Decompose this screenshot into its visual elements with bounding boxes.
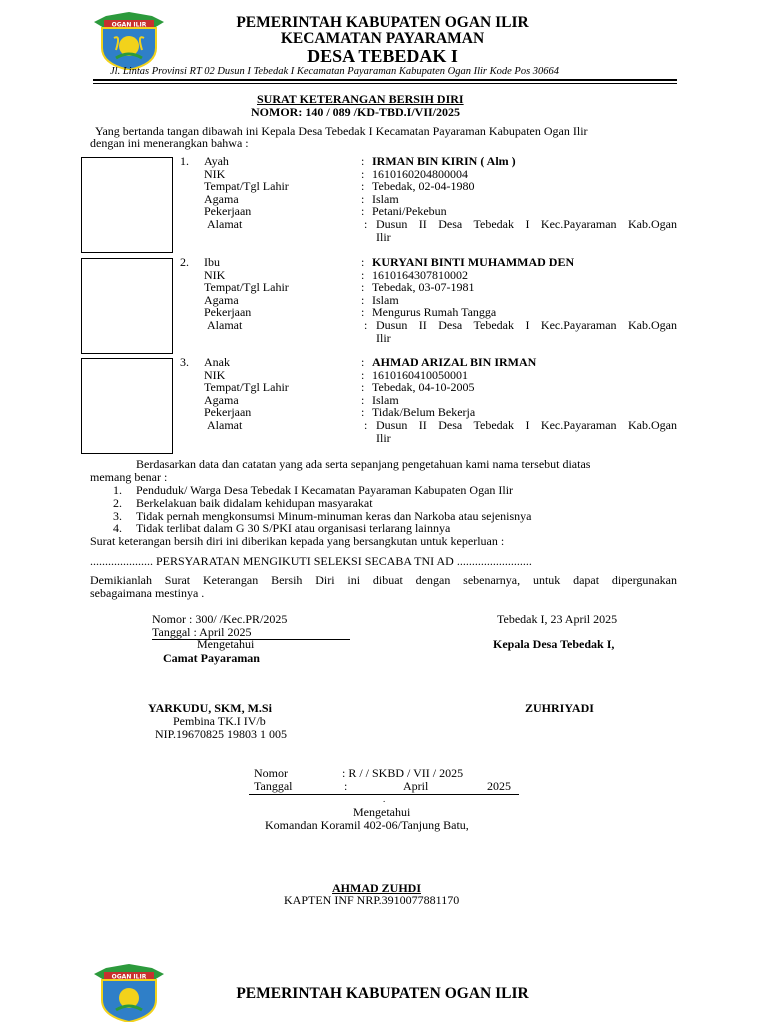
address-line-1: Dusun II Desa Tebedak I Kec.Payaraman Kab.Ogan [376,318,677,332]
photo-box [81,358,173,454]
field-label: Ayah [204,154,229,168]
field-value: IRMAN BIN KIRIN ( Alm ) [372,154,516,168]
header-kecamatan: KECAMATAN PAYARAMAN [280,30,485,47]
field-colon: : [361,166,365,181]
field-label: Alamat [207,217,243,231]
point-number: 2. [113,495,122,510]
header-rule-thin [93,83,677,84]
camat-mengetahui: Mengetahui [197,637,255,651]
kades-title: Kepala Desa Tebedak I, [493,637,615,651]
koramil-tanggal-year: 2025 [487,779,511,793]
header-government: PEMERINTAH KABUPATEN OGAN ILIR [236,14,529,31]
statement-line-2: memang benar : [90,470,168,484]
koramil-nomor-label: Nomor [254,766,288,780]
koramil-name: AHMAD ZUHDI [332,881,421,895]
field-colon: : [361,204,365,219]
field-colon: : [361,280,365,295]
field-label: Agama [204,191,239,206]
field-colon: : [361,380,365,395]
header-rule-thick [93,79,677,81]
koramil-tanggal-month: April [403,779,429,793]
field-label: Pekerjaan [204,405,252,420]
koramil-nomor-value: : R / / SKBD / VII / 2025 [342,766,464,780]
field-colon: : [364,318,368,332]
field-label: NIK [204,267,226,282]
field-value: Islam [372,191,399,206]
field-value: 1610164307810002 [372,267,468,282]
field-colon: : [364,217,368,231]
field-value: Tebedak, 04-10-2005 [372,380,475,395]
field-colon: : [361,305,365,320]
koramil-rank: KAPTEN INF NRP.3910077881170 [284,893,460,907]
koramil-tanggal-colon: : [344,779,348,793]
field-label: Pekerjaan [204,204,252,219]
person-number: 1. [180,154,189,168]
address-line-1: Dusun II Desa Tebedak I Kec.Payaraman Kab.Ogan [376,217,677,231]
field-colon: : [361,292,365,307]
field-label: NIK [204,166,226,181]
koramil-mengetahui: Mengetahui [353,805,411,819]
purpose-intro: Surat keterangan bersih diri ini diberikan kepada yang bersangkutan untuk keperluan : [90,534,505,548]
address-line-1: Dusun II Desa Tebedak I Kec.Payaraman Kab.Ogan [376,418,677,432]
intro-line-2: dengan ini menerangkan bahwa : [90,136,249,150]
field-label: NIK [204,367,226,382]
address-line-2: Ilir [376,330,391,345]
koramil-title: Komandan Koramil 402-06/Tanjung Batu, [265,818,469,832]
photo-box [81,258,173,354]
camat-title: Camat Payaraman [163,651,260,665]
camat-tanggal: Tanggal : April 2025 [152,625,252,639]
camat-rank: Pembina TK.I IV/b [173,714,266,728]
letter-title: SURAT KETERANGAN BERSIH DIRI [257,92,464,106]
address-line-2: Ilir [376,430,391,445]
field-value: Islam [372,392,399,407]
point-text: Tidak pernah mengkonsumsi Minum-minuman keras dan Narkoba atau sejenisnya [136,508,532,523]
field-label: Pekerjaan [204,305,252,320]
field-label: Agama [204,392,239,407]
kades-name: ZUHRIYADI [525,701,594,715]
photo-box [81,157,173,253]
field-colon: : [361,255,365,269]
field-value: Petani/Pekebun [372,204,447,219]
field-value: Tebedak, 02-04-1980 [372,179,475,194]
field-colon: : [361,355,365,369]
field-label: Alamat [207,418,243,432]
field-colon: : [364,418,368,432]
person-number: 2. [180,255,189,269]
field-value: 1610160410050001 [372,367,468,382]
field-label: Tempat/Tgl Lahir [204,179,289,194]
field-colon: : [361,392,365,407]
field-label: Ibu [204,255,220,269]
field-value: AHMAD ARIZAL BIN IRMAN [372,355,537,369]
intro-line-1: Yang bertanda tangan dibawah ini Kepala Desa Tebedak I Kecamatan Payaraman Kabupaten Ogan Ilir [95,124,588,138]
koramil-tanggal-label: Tanggal [254,779,293,793]
person-number: 3. [180,355,189,369]
camat-nomor: Nomor : 300/ /Kec.PR/2025 [152,612,288,626]
field-value: Tidak/Belum Bekerja [372,405,476,420]
point-number: 4. [113,521,122,536]
field-value: Mengurus Rumah Tangga [372,305,497,320]
field-value: Tebedak, 03-07-1981 [372,280,475,295]
closing-line-1: Demikianlah Surat Keterangan Bersih Diri ini dibuat dengan sebenarnya, untuk dapat dipergunakan [90,573,677,587]
closing-line-2: sebagaimana mestinya . [90,586,205,600]
purpose-text: ..................... PERSYARATAN MENGIKUTI SELEKSI SECABA TNI AD ......................... [90,554,532,568]
point-text: Tidak terlibat dalam G 30 S/PKI atau organisasi terlarang lainnya [136,521,451,536]
letter-number: NOMOR: 140 / 089 /KD-TBD.I/VII/2025 [251,105,461,119]
header-address: Jl. Lintas Provinsi RT 02 Dusun I Tebedak I Kecamatan Payaraman Kabupaten Ogan Ilir Kode Pos 30664 [110,66,560,77]
header-desa: DESA TEBEDAK I [307,46,458,66]
point-text: Berkelakuan baik didalam kehidupan masyarakat [136,495,373,510]
field-label: Agama [204,292,239,307]
footer-government: PEMERINTAH KABUPATEN OGAN ILIR [236,985,529,1002]
svg-text:OGAN ILIR: OGAN ILIR [111,21,147,29]
field-colon: : [361,154,365,168]
field-colon: : [361,191,365,206]
svg-text:OGAN ILIR: OGAN ILIR [111,973,147,981]
field-colon: : [361,267,365,282]
point-number: 3. [113,508,122,523]
field-colon: : [361,179,365,194]
camat-nip: NIP.19670825 19803 1 005 [155,727,288,741]
field-value: KURYANI BINTI MUHAMMAD DEN [372,255,575,269]
field-label: Tempat/Tgl Lahir [204,280,289,295]
koramil-dot: . [383,794,386,804]
field-label: Anak [204,355,230,369]
field-label: Tempat/Tgl Lahir [204,380,289,395]
point-number: 1. [113,483,122,497]
field-value: 1610160204800004 [372,166,468,181]
field-colon: : [361,405,365,420]
camat-name: YARKUDU, SKM, M.Si [148,701,272,715]
address-line-2: Ilir [376,229,391,244]
statement-line-1: Berdasarkan data dan catatan yang ada serta sepanjang pengetahuan kami nama tersebut diatas [136,457,591,471]
field-colon: : [361,367,365,382]
place-date: Tebedak I, 23 April 2025 [497,612,618,626]
field-label: Alamat [207,318,243,332]
field-value: Islam [372,292,399,307]
point-text: Penduduk/ Warga Desa Tebedak I Kecamatan Payaraman Kabupaten Ogan Ilir [136,483,514,497]
